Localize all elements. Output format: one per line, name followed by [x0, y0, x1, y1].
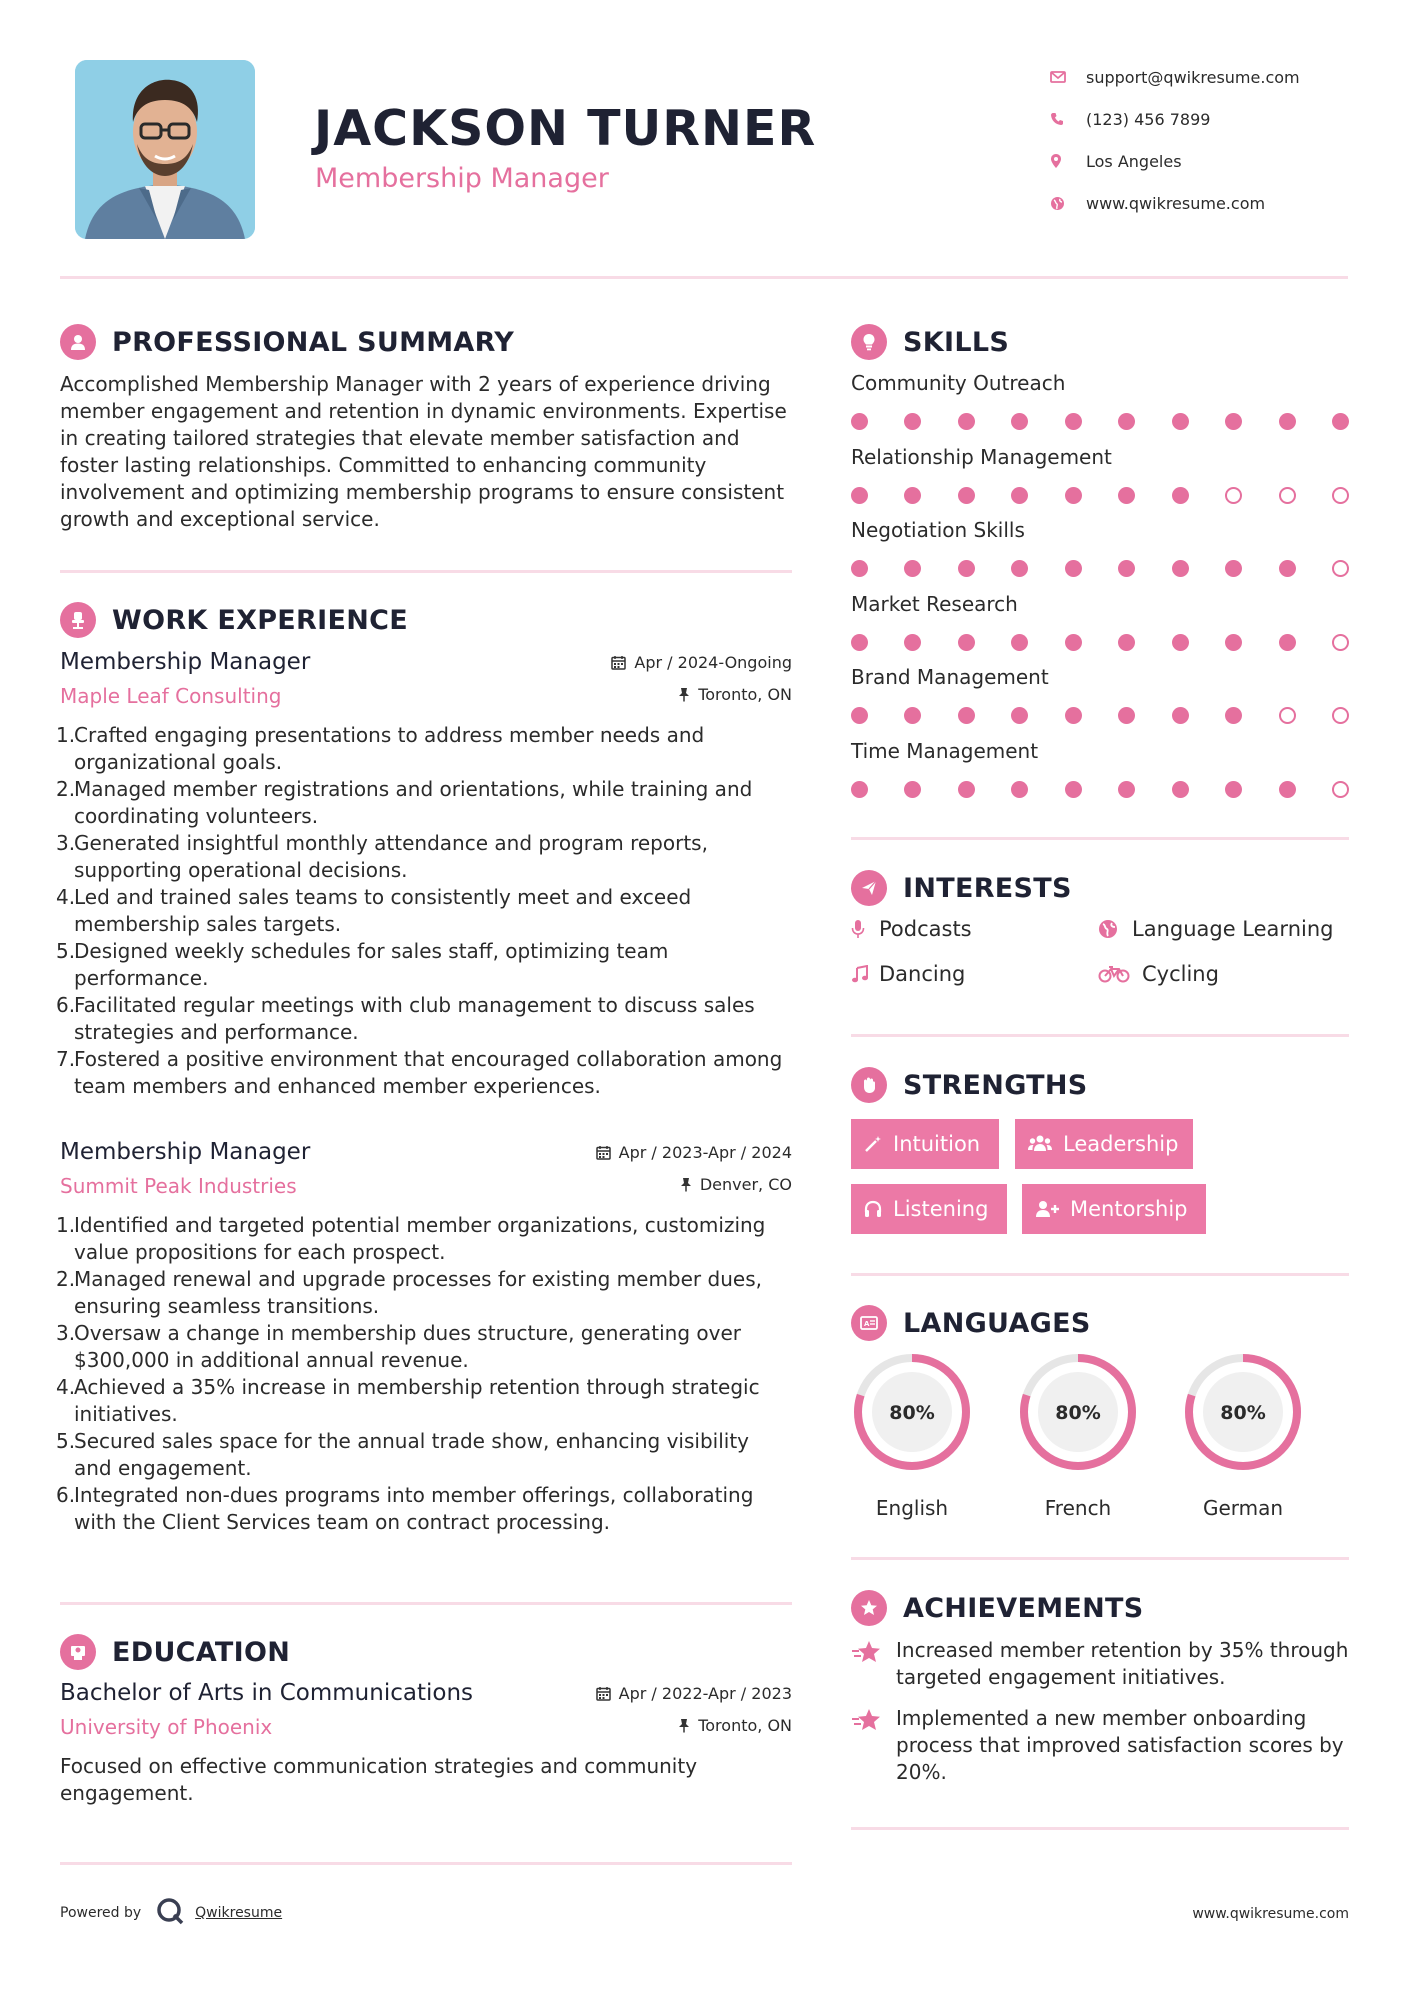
interest-label: Cycling: [1142, 962, 1219, 986]
globe-icon: [1098, 919, 1132, 939]
fist-icon: [851, 1067, 887, 1103]
qwikresume-logo-icon: [155, 1896, 185, 1930]
skill-dot-filled: [1011, 634, 1028, 651]
job-bullet: 5. Designed weekly schedules for sales staff, optimizing team performance.: [56, 939, 669, 990]
bicycle-icon: [1098, 965, 1142, 983]
interest-label: Podcasts: [879, 917, 972, 941]
skill-dot-empty: [1332, 634, 1349, 651]
job-bullet: 5. Secured sales space for the annual trade show, enhancing visibility and engagement.: [56, 1429, 750, 1480]
experience-heading: [60, 602, 408, 638]
degree-title: Bachelor of Arts in Communications: [60, 1680, 474, 1706]
skill-dot-empty: [1332, 781, 1349, 798]
job-bullets: [56, 722, 792, 1100]
magic-wand-icon: [863, 1134, 883, 1154]
achievements-divider: [851, 1827, 1349, 1830]
job-bullet: 6. Facilitated regular meetings with club management to discuss sales strategies and performance.: [56, 993, 755, 1044]
paper-plane-icon: [851, 870, 887, 906]
skill-name: Brand Management: [851, 665, 1049, 689]
skill-dot-filled: [1118, 560, 1135, 577]
skill-dot-filled: [904, 487, 921, 504]
skill-dot-filled: [1332, 413, 1349, 430]
microphone-icon: [851, 919, 879, 939]
contact-list: [1050, 56, 1300, 224]
skill-dot-filled: [1172, 413, 1189, 430]
strength-tag-listening: [851, 1184, 1007, 1234]
skill-dot-filled: [1172, 487, 1189, 504]
skill-row: [851, 739, 1351, 798]
achievement-text: Implemented a new member onboarding process that improved satisfaction scores by 20%.: [896, 1706, 1344, 1784]
job-location-text: Denver, CO: [699, 1175, 792, 1194]
skill-dot-filled: [1279, 781, 1296, 798]
skill-dot-filled: [851, 781, 868, 798]
star-badge-icon: [851, 1590, 887, 1626]
skill-dot-filled: [1225, 634, 1242, 651]
skill-rating: [851, 781, 1349, 798]
achievement-item: [851, 1705, 1351, 1786]
skill-dot-filled: [904, 781, 921, 798]
candidate-name: JACKSON TURNER: [314, 100, 817, 157]
star-icon: [851, 1705, 896, 1786]
contact-phone-text: (123) 456 7899: [1086, 109, 1211, 129]
job-date: [611, 653, 792, 672]
skill-dot-filled: [904, 707, 921, 724]
skill-dot-filled: [1172, 560, 1189, 577]
envelope-icon: [1050, 71, 1086, 83]
skill-dot-filled: [904, 560, 921, 577]
language-item: [1181, 1350, 1305, 1520]
languages-heading: [851, 1305, 1091, 1341]
skill-dot-filled: [1011, 413, 1028, 430]
skill-dot-filled: [1065, 413, 1082, 430]
job-bullet: 7. Fostered a positive environment that encouraged collaboration among team members and enhanced member experiences.: [56, 1047, 783, 1098]
education-heading: [60, 1634, 290, 1670]
job-location: [680, 1175, 792, 1194]
job-title: Membership Manager: [60, 1139, 311, 1165]
skill-name: Community Outreach: [851, 371, 1066, 395]
job-bullet: 1. Identified and targeted potential member organizations, customizing value propositions for each prospect.: [56, 1213, 766, 1264]
strengths-title: STRENGTHS: [903, 1069, 1088, 1101]
job-bullet: 3. Generated insightful monthly attendance and program reports, supporting operational decisions.: [56, 831, 708, 882]
summary-divider: [60, 570, 792, 573]
job-bullet: 4. Achieved a 35% increase in membership retention through strategic initiatives.: [56, 1375, 760, 1426]
job-bullet: 4. Led and trained sales teams to consistently meet and exceed membership sales targets.: [56, 885, 692, 936]
education-title: EDUCATION: [112, 1636, 291, 1668]
interest-cycling: [1098, 962, 1219, 986]
interest-label: Dancing: [879, 962, 966, 986]
languages-title: LANGUAGES: [903, 1307, 1091, 1339]
job-location: [678, 685, 792, 704]
contact-location-text: Los Angeles: [1086, 151, 1182, 171]
skill-dot-filled: [1011, 560, 1028, 577]
footer-powered-by: [60, 1896, 282, 1930]
language-percent: 80%: [1220, 1402, 1266, 1424]
skill-dot-filled: [851, 707, 868, 724]
summary-title: PROFESSIONAL SUMMARY: [112, 326, 515, 358]
chair-icon: [60, 602, 96, 638]
calendar-icon: [611, 655, 626, 670]
skill-dot-empty: [1279, 707, 1296, 724]
skill-dot-filled: [851, 413, 868, 430]
strength-label: Intuition: [893, 1132, 981, 1156]
skill-rating: [851, 487, 1349, 504]
summary-text: Accomplished Membership Manager with 2 years of experience driving member engagement and retention in dynamic environments. Expertise in creating tailored strategies that elevate member satisfaction and foster lasting relationships. Committed to enhancing community involvement and optimizing membership programs to ensure consistent growth and exceptional service.: [60, 372, 787, 531]
skill-dot-filled: [851, 634, 868, 651]
interest-language-learning: [1098, 917, 1333, 941]
calendar-icon: [596, 1145, 611, 1160]
language-item: [1016, 1350, 1140, 1520]
achievements-heading: [851, 1590, 1144, 1626]
education-description: Focused on effective communication strategies and community engagement.: [60, 1754, 698, 1805]
skill-dot-empty: [1225, 487, 1242, 504]
profile-photo: [75, 60, 255, 239]
candidate-role: Membership Manager: [315, 163, 609, 194]
star-icon: [851, 1637, 896, 1691]
skill-dot-filled: [1225, 413, 1242, 430]
job-date-text: Apr / 2023-Apr / 2024: [618, 1143, 792, 1162]
summary-heading: [60, 324, 514, 360]
experience-title: WORK EXPERIENCE: [112, 604, 408, 636]
achievement-item: [851, 1637, 1351, 1691]
skills-heading: [851, 324, 1009, 360]
skill-dot-empty: [1279, 487, 1296, 504]
skill-dot-filled: [1172, 634, 1189, 651]
language-progress-ring: [1181, 1350, 1305, 1474]
language-item: [850, 1350, 974, 1520]
footer-url[interactable]: www.qwikresume.com: [1192, 1906, 1349, 1922]
skill-dot-filled: [1065, 707, 1082, 724]
skill-dot-filled: [1065, 781, 1082, 798]
skill-dot-filled: [1065, 634, 1082, 651]
user-icon: [60, 324, 96, 360]
job-bullets: [56, 1212, 792, 1536]
strengths-divider: [851, 1273, 1349, 1276]
contact-website-text: www.qwikresume.com: [1086, 193, 1266, 213]
strength-label: Mentorship: [1070, 1197, 1188, 1221]
skill-dot-filled: [1118, 707, 1135, 724]
interests-heading: [851, 870, 1072, 906]
globe-icon: [1050, 196, 1086, 211]
strength-tag-leadership: [1015, 1119, 1193, 1169]
language-percent: 80%: [889, 1402, 935, 1424]
skills-title: SKILLS: [903, 326, 1010, 358]
language-name: French: [1044, 1496, 1112, 1520]
skill-name: Negotiation Skills: [851, 518, 1025, 542]
pushpin-icon: [680, 1177, 692, 1192]
job-title: Membership Manager: [60, 649, 311, 675]
skill-dot-filled: [1279, 413, 1296, 430]
headphones-icon: [863, 1199, 883, 1219]
education-location: [678, 1716, 792, 1735]
user-plus-icon: [1034, 1199, 1060, 1219]
skill-dot-filled: [1011, 707, 1028, 724]
skill-row: [851, 445, 1351, 504]
skill-dot-filled: [1172, 707, 1189, 724]
skill-dot-filled: [958, 560, 975, 577]
skill-dot-empty: [1332, 487, 1349, 504]
contact-email[interactable]: [1050, 56, 1300, 98]
skill-dot-filled: [1065, 560, 1082, 577]
skill-row: [851, 371, 1351, 430]
skill-dot-empty: [1332, 560, 1349, 577]
interest-label: Language Learning: [1132, 917, 1334, 941]
experience-divider: [60, 1602, 792, 1605]
skill-dot-filled: [958, 413, 975, 430]
achievements-title: ACHIEVEMENTS: [903, 1592, 1144, 1624]
pushpin-icon: [678, 687, 690, 702]
pushpin-icon: [678, 1718, 690, 1733]
education-divider: [60, 1862, 792, 1865]
skill-dot-filled: [851, 560, 868, 577]
skill-dot-filled: [958, 634, 975, 651]
skill-dot-filled: [904, 634, 921, 651]
users-icon: [1027, 1134, 1053, 1154]
job-date: [596, 1143, 792, 1162]
strengths-heading: [851, 1067, 1088, 1103]
languages-divider: [851, 1557, 1349, 1560]
map-pin-icon: [1050, 153, 1086, 169]
language-progress-ring: [850, 1350, 974, 1474]
interest-podcasts: [851, 917, 972, 941]
interests-title: INTERESTS: [903, 872, 1072, 904]
job-date-text: Apr / 2024-Ongoing: [634, 653, 792, 672]
header-divider: [60, 276, 1348, 279]
skill-dot-filled: [958, 707, 975, 724]
job-entry-1: [56, 649, 792, 1100]
skill-dot-filled: [1279, 634, 1296, 651]
skill-dot-filled: [1225, 560, 1242, 577]
job-entry-2: [56, 1139, 792, 1536]
language-name: English: [875, 1496, 949, 1520]
strength-label: Leadership: [1063, 1132, 1179, 1156]
skill-row: [851, 518, 1351, 577]
skill-dot-filled: [1279, 560, 1296, 577]
strength-tag-intuition: [851, 1119, 999, 1169]
job-location-text: Toronto, ON: [698, 685, 792, 704]
job-company: Summit Peak Industries: [60, 1174, 297, 1198]
achievement-text: Increased member retention by 35% through targeted engagement initiatives.: [896, 1638, 1349, 1689]
skill-row: [851, 665, 1351, 724]
skill-rating: [851, 707, 1349, 724]
skill-row: [851, 592, 1351, 651]
language-percent: 80%: [1055, 1402, 1101, 1424]
language-name: German: [1202, 1496, 1284, 1520]
contact-location: [1050, 140, 1300, 182]
job-bullet: 1. Crafted engaging presentations to address member needs and organizational goals.: [56, 723, 705, 774]
lightbulb-icon: [851, 324, 887, 360]
phone-icon: [1050, 112, 1086, 126]
skill-dot-filled: [1118, 781, 1135, 798]
graduation-icon: [60, 1634, 96, 1670]
contact-phone[interactable]: [1050, 98, 1300, 140]
skill-dot-filled: [958, 781, 975, 798]
job-bullet: 6. Integrated non-dues programs into member offerings, collaborating with the Client Services team on contract processing.: [56, 1483, 754, 1534]
skill-dot-filled: [1172, 781, 1189, 798]
strength-tag-mentorship: [1022, 1184, 1206, 1234]
education-date-text: Apr / 2022-Apr / 2023: [618, 1684, 792, 1703]
skill-dot-filled: [1118, 487, 1135, 504]
interests-divider: [851, 1034, 1349, 1037]
skill-rating: [851, 560, 1349, 577]
skill-name: Relationship Management: [851, 444, 1112, 469]
school-name: University of Phoenix: [60, 1715, 273, 1739]
skill-name: Market Research: [851, 591, 1018, 616]
skill-dot-filled: [904, 413, 921, 430]
skills-divider: [851, 837, 1349, 840]
education-entry: [60, 1680, 792, 1807]
language-icon: [851, 1305, 887, 1341]
skill-dot-filled: [851, 487, 868, 504]
skill-dot-filled: [1118, 634, 1135, 651]
job-bullet: 2. Managed renewal and upgrade processes for existing member dues, ensuring seamless transitions.: [56, 1267, 762, 1318]
skill-dot-filled: [1065, 487, 1082, 504]
skill-name: Time Management: [851, 738, 1039, 763]
contact-website[interactable]: [1050, 182, 1300, 224]
education-location-text: Toronto, ON: [698, 1716, 792, 1735]
music-note-icon: [851, 965, 879, 983]
interest-dancing: [851, 962, 965, 986]
skill-rating: [851, 413, 1349, 430]
skill-dot-filled: [958, 487, 975, 504]
svg-text:A: A: [864, 1320, 870, 1328]
language-progress-ring: [1016, 1350, 1140, 1474]
skill-dot-filled: [1011, 781, 1028, 798]
skill-dot-filled: [1225, 707, 1242, 724]
brand-link[interactable]: Qwikresume: [195, 1905, 283, 1921]
job-bullet: 3. Oversaw a change in membership dues structure, generating over $300,000 in additional annual revenue.: [56, 1321, 741, 1372]
strength-label: Listening: [893, 1197, 989, 1221]
skill-dot-filled: [1118, 413, 1135, 430]
job-bullet: 2. Managed member registrations and orientations, while training and coordinating volunteers.: [56, 777, 753, 828]
calendar-icon: [596, 1686, 611, 1701]
skill-dot-filled: [1225, 781, 1242, 798]
skill-dot-empty: [1332, 707, 1349, 724]
skill-dot-filled: [1011, 487, 1028, 504]
skill-rating: [851, 634, 1349, 651]
job-company: Maple Leaf Consulting: [60, 684, 282, 708]
contact-email-text: support@qwikresume.com: [1086, 67, 1300, 87]
powered-by-label: Powered by: [60, 1905, 142, 1921]
education-date: [596, 1684, 792, 1703]
